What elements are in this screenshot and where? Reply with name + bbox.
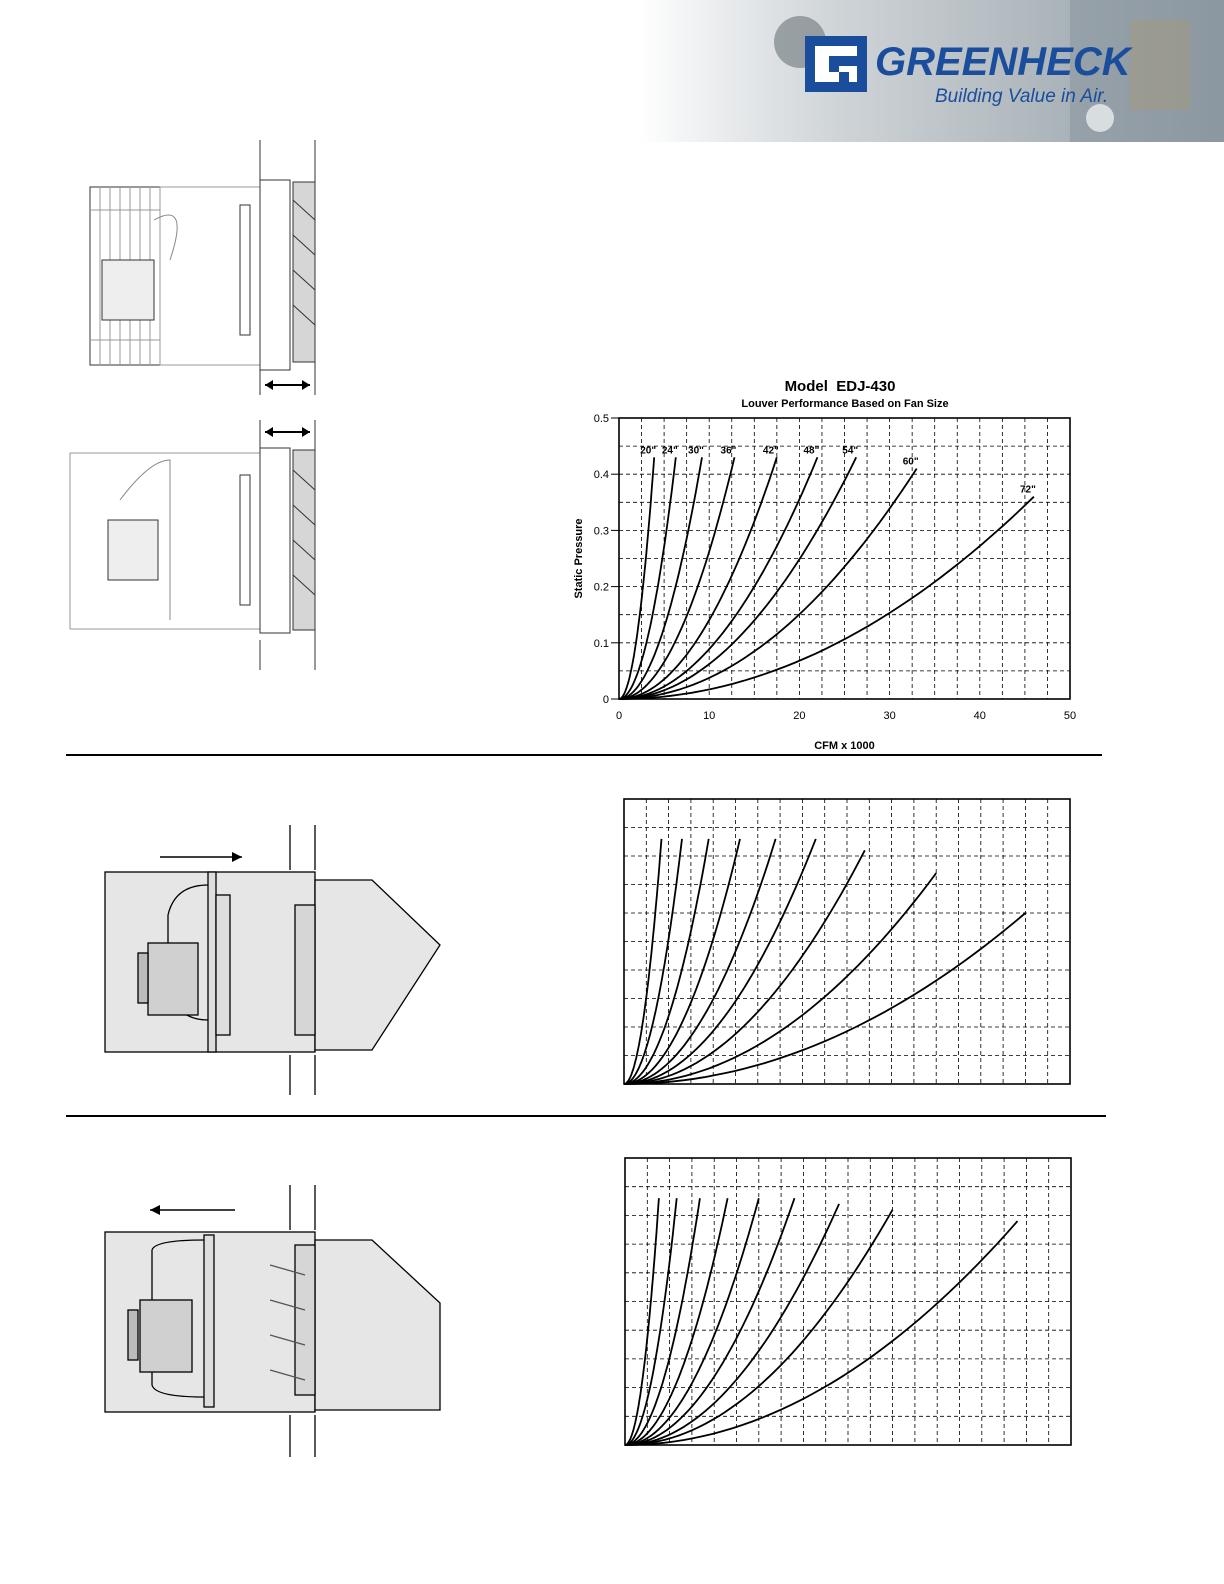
series-line <box>625 1198 677 1445</box>
chart-grid <box>619 418 1070 699</box>
x-tick-label: 40 <box>973 710 986 722</box>
y-tick-label: 0.5 <box>593 413 609 425</box>
chart-subtitle: Louver Performance Based on Fan Size <box>741 398 949 410</box>
y-tick-label: 0 <box>602 694 609 706</box>
series-line <box>619 457 702 699</box>
series-line <box>624 839 682 1084</box>
performance-chart-3 <box>620 1155 1075 1450</box>
x-tick-label: 30 <box>883 710 896 722</box>
y-tick-label: 0.4 <box>593 469 609 482</box>
performance-chart-2 <box>620 795 1075 1090</box>
x-tick-label: 50 <box>1063 710 1077 722</box>
fan-diagram-guard <box>60 140 340 400</box>
fan-diagram-hood-supply <box>100 825 445 1095</box>
series-line <box>619 457 654 699</box>
series-line <box>619 457 777 699</box>
chart-grid <box>624 799 1070 1084</box>
louver-performance-chart <box>560 410 1090 755</box>
series-line <box>619 497 1034 699</box>
series-line <box>619 457 676 699</box>
series-label: 54" <box>842 445 859 457</box>
series-line <box>624 839 709 1084</box>
greenheck-logo-icon <box>805 36 867 92</box>
series-line <box>625 1204 839 1445</box>
chart-grid <box>625 1158 1071 1445</box>
section-divider-2 <box>66 1115 1106 1117</box>
series-label: 20" <box>640 445 657 457</box>
series-label: 48" <box>803 445 820 457</box>
series-line <box>619 457 735 699</box>
y-tick-label: 0.2 <box>593 581 609 594</box>
series-label: 60" <box>902 456 919 468</box>
brand-tagline: Building Value in Air. <box>935 86 1109 107</box>
series-label: 42" <box>762 445 779 457</box>
y-tick-label: 0.1 <box>593 637 609 650</box>
x-tick-label: 10 <box>703 710 716 722</box>
x-axis-label: CFM x 1000 <box>814 740 875 752</box>
series-label: 30" <box>688 445 704 457</box>
series-line <box>625 1221 1018 1445</box>
series-label: 36" <box>720 445 737 457</box>
brand-name: GREENHECK <box>875 40 1131 84</box>
x-tick-label: 0 <box>615 710 623 722</box>
series-label: 24" <box>661 445 678 457</box>
fan-diagram-hood-exhaust <box>100 1185 445 1460</box>
x-tick-label: 20 <box>793 710 806 722</box>
series-label: 72" <box>1019 484 1036 496</box>
y-tick-label: 0.3 <box>593 525 609 538</box>
chart-title: Model EDJ-430 <box>784 378 896 395</box>
series-line <box>624 850 865 1084</box>
y-axis-label: Static Pressure <box>573 518 585 599</box>
fan-diagram-housing <box>60 420 340 705</box>
